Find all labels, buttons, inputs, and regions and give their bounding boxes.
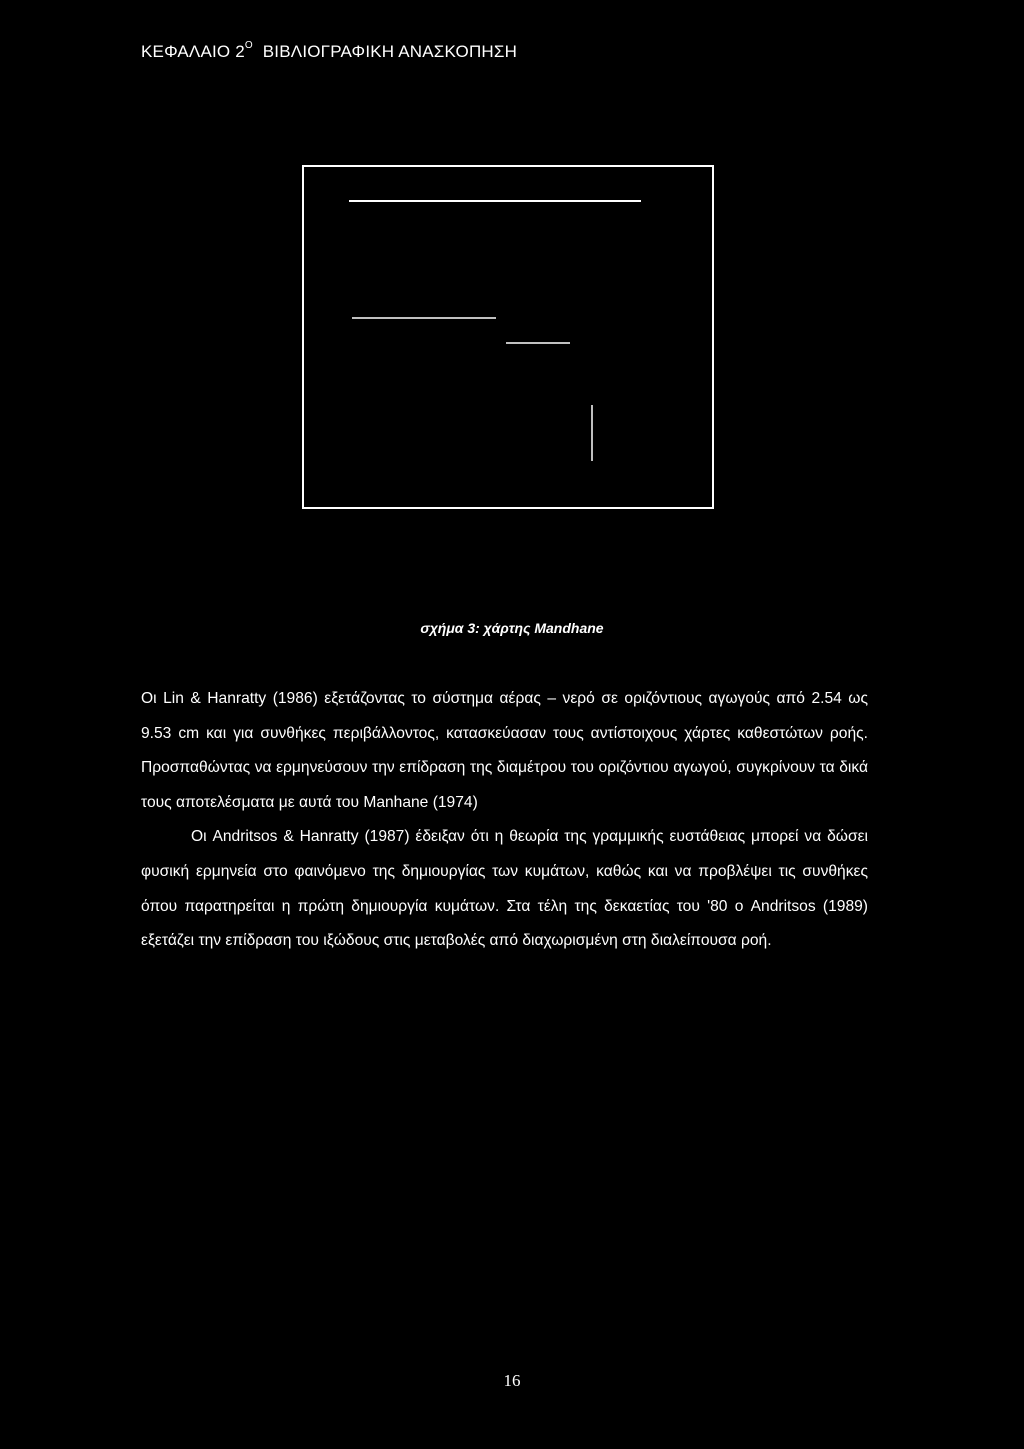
chapter-label: ΚΕΦΑΛΑΙΟ 2: [141, 42, 245, 61]
page-number: 16: [503, 1371, 521, 1390]
page-header: [141, 42, 517, 62]
figure-caption: σχήμα 3: χάρτης Mandhane: [420, 620, 604, 636]
body-text: [141, 682, 868, 959]
flow-regime-boundaries: [304, 167, 716, 511]
paragraph-2: Οι Andritsos & Hanratty (1987) έδειξαν ότι η θεωρία της γραμμικής ευστάθειας μπορεί να δώσει φυσική ερμηνεία στο φαινόμενο της δημιουργίας των κυμάτων, καθώς και να προβλέψει τις συνθήκες όπου παρατηρείται η πρώτη δημιουργία κυμάτων. Στα τέλη της δεκαετίας του '80 ο Andritsos (1989) εξετάζει την επίδραση του ιξώδους στις μεταβολές από διαχωρισμένη στη διαλείπουσα ροή.: [141, 828, 868, 950]
section-title: ΒΙΒΛΙΟΓΡΑΦΙΚΗ ΑΝΑΣΚΟΠΗΣΗ: [262, 42, 518, 61]
mandhane-map-figure: [302, 165, 714, 509]
paragraph-1: Οι Lin & Hanratty (1986) εξετάζοντας το σύστημα αέρας – νερό σε οριζόντιους αγωγούς από 2.54 ως 9.53 cm και για συνθήκες περιβάλλοντος, κατασκεύασαν τους αντίστοιχους χάρτες καθεστώτων ροής. Προσπαθώντας να ερμηνεύσουν την επίδραση της διαμέτρου του οριζόντιου αγωγού, συγκρίνουν τα δικά τους αποτελέσματα με αυτά του Manhane (1974): [141, 690, 868, 811]
chapter-superscript: Ο: [244, 40, 253, 52]
